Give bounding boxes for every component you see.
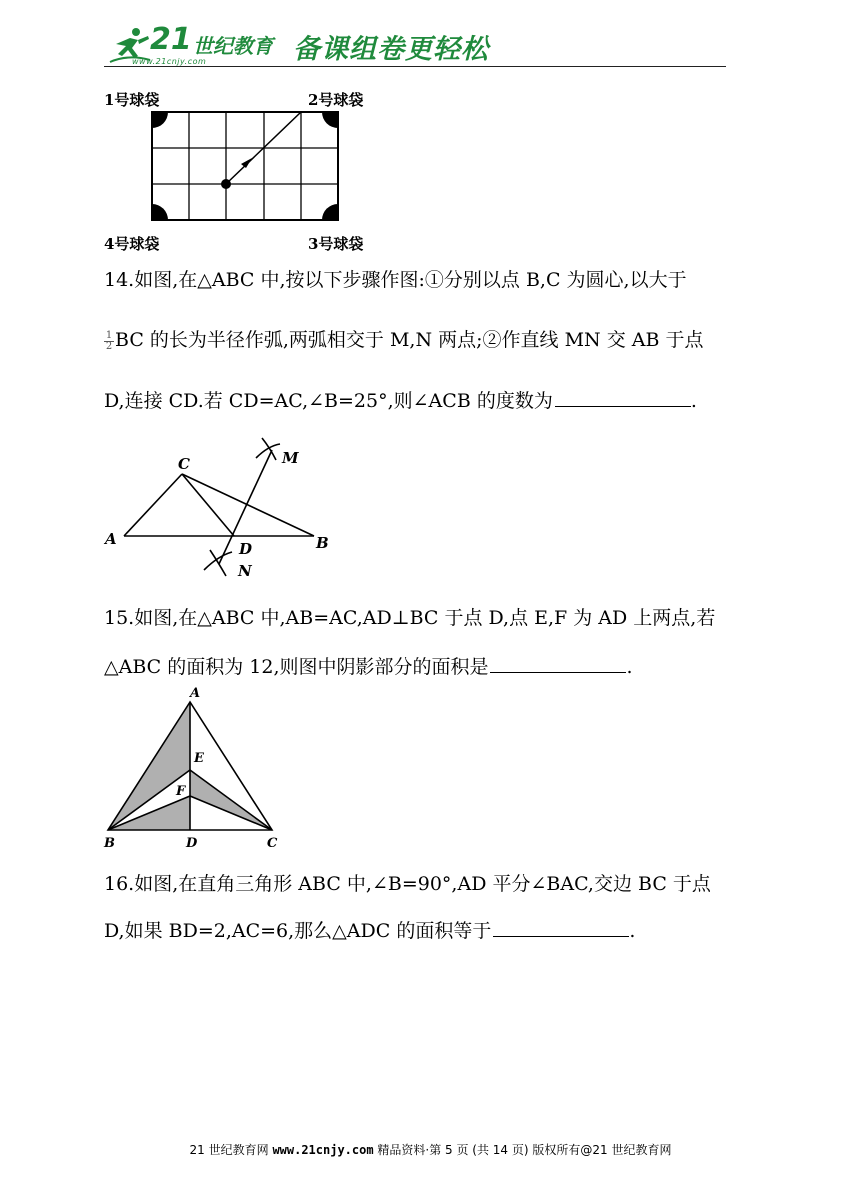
label-b: B [104,836,115,851]
q14-line2: $\frac{1}{2}$ BC 的长为半径作弧,两弧相交于 M,N 两点;②作直线 MN 交 AB 于点 [105,329,704,352]
pocket-4-label: 4号球袋 [104,235,160,253]
logo-url: www.21cnjy.com [132,57,207,66]
page-footer: 21 世纪教育网 www.21cnjy.com 精品资料·第 5 页 (共 14 页) 版权所有@21 世纪教育网 [189,1143,672,1157]
header-divider [104,66,726,67]
label-c: C [267,836,278,851]
pocket-3-label: 3号球袋 [308,235,364,253]
pocket-2-label: 2号球袋 [308,91,364,109]
label-c: C [178,455,190,473]
header-slogan: 备课组卷更轻松 [293,34,489,65]
logo-brand: 世纪教育 [193,34,273,58]
label-b: B [316,534,329,552]
label-d: D [186,836,198,851]
label-a: A [190,686,201,701]
q15-answer-blank[interactable] [490,654,626,673]
label-f: F [176,784,186,799]
q16-line2: D,如果 BD=2,AC=6,那么△ADC 的面积等于 . [104,920,636,942]
q14-line3: D,连接 CD.若 CD=AC,∠B=25°,则∠ACB 的度数为 . [104,390,697,412]
q14-answer-blank[interactable] [555,388,691,407]
q15-line1: 15.如图,在△ABC 中,AB=AC,AD⊥BC 于点 D,点 E,F 为 AD 上两点,若 [104,607,716,629]
pocket-1-label: 1号球袋 [104,91,160,109]
label-e: E [194,751,204,766]
label-n: N [238,562,252,580]
triangle-construction-diagram [104,430,344,584]
half-fraction: $\frac{1}{2}$ [105,329,113,352]
q16-answer-blank[interactable] [493,918,629,937]
logo-number: 21 [150,22,192,57]
label-m: M [282,449,299,467]
q14-line1: 14.如图,在△ABC 中,按以下步骤作图:①分别以点 B,C 为圆心,以大于 [104,269,687,291]
billiard-table-diagram [148,108,344,226]
q15-line2: △ABC 的面积为 12,则图中阴影部分的面积是 . [104,656,633,678]
q16-line1: 16.如图,在直角三角形 ABC 中,∠B=90°,AD 平分∠BAC,交边 BC 于点 [104,873,711,895]
label-d: D [239,540,253,558]
label-a: A [105,530,117,548]
footer-url[interactable]: www.21cnjy.com [272,1143,374,1157]
